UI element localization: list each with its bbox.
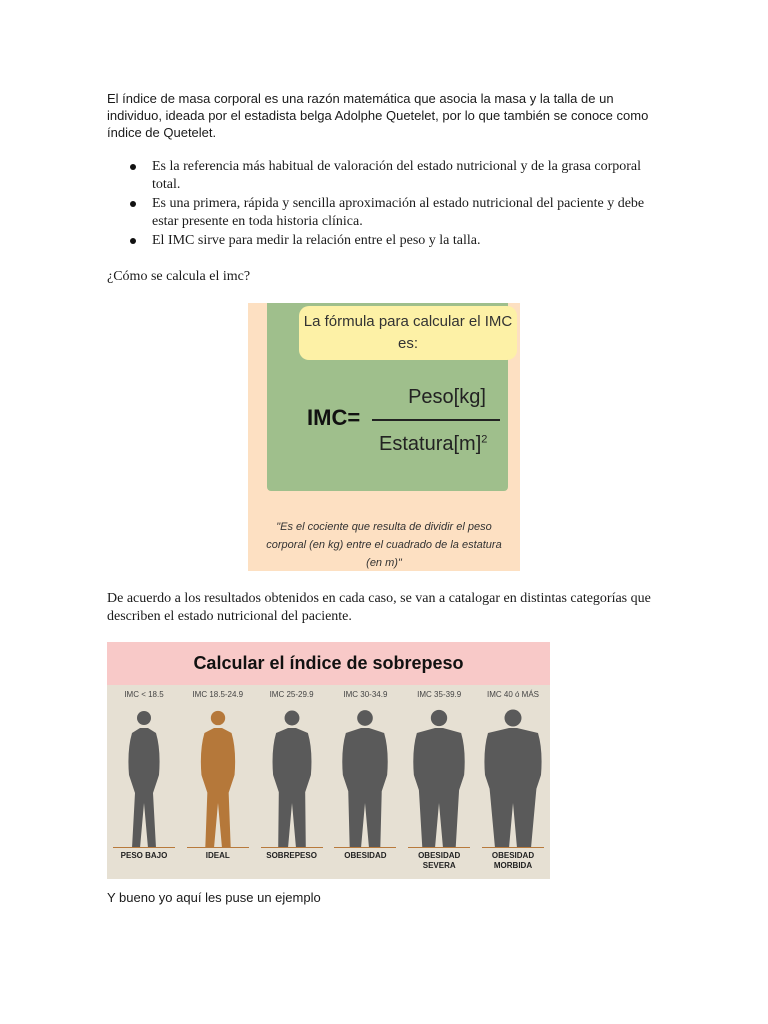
bmi-category-label: IDEAL — [205, 851, 230, 860]
bullet-list — [107, 158, 667, 251]
closing-paragraph: Y bueno yo aquí les puse un ejemplo — [107, 890, 321, 905]
bmi-range-label: IMC 35-39.9 — [417, 690, 462, 699]
bmi-category — [402, 685, 476, 879]
denominator-text: Estatura[m] — [379, 433, 482, 455]
bmi-range-label: IMC 25-29.9 — [269, 690, 314, 699]
exponent: 2 — [481, 433, 488, 446]
category-divider — [261, 847, 323, 848]
bmi-formula-image — [248, 303, 520, 571]
category-divider — [187, 847, 249, 848]
bmi-category — [255, 685, 329, 879]
category-divider — [113, 847, 175, 848]
question-heading: ¿Cómo se calcula el imc? — [107, 269, 251, 284]
bmi-range-label: IMC < 18.5 — [124, 690, 164, 699]
bmi-category — [476, 685, 550, 879]
body-silhouette-icon — [255, 705, 329, 855]
body-silhouette-icon — [476, 705, 550, 855]
formula-lhs: IMC= — [307, 405, 361, 430]
bmi-range-label: IMC 30-34.9 — [343, 690, 388, 699]
category-divider — [482, 847, 544, 848]
bmi-categories-image — [107, 642, 550, 879]
bmi-category — [328, 685, 402, 879]
intro-paragraph: El índice de masa corporal es una razón matemática que asocia la masa y la talla de un individuo, ideada por el estadista belga Adolphe Quetelet, por lo que también se conoce como índice de Quetelet. — [107, 91, 649, 140]
description-paragraph: De acuerdo a los resultados obtenidos en cada caso, se van a catalogar en distintas categorías que describen el estado nutricional del paciente. — [107, 591, 651, 624]
bullet-item: El IMC sirve para medir la relación entre el peso y la talla. — [107, 232, 667, 250]
category-divider — [334, 847, 396, 848]
bmi-category-label: OBESIDAD SEVERA — [418, 851, 461, 870]
body-silhouette-icon — [181, 705, 255, 855]
bmi-category-label: OBESIDAD MORBIDA — [491, 851, 535, 870]
body-silhouette-icon — [107, 705, 181, 855]
body-silhouette-icon — [402, 705, 476, 855]
category-divider — [408, 847, 470, 848]
body-silhouette-icon — [328, 705, 402, 855]
bmi-range-label: IMC 40 ó MÁS — [486, 690, 539, 699]
formula-denominator — [379, 433, 487, 456]
bullet-item: Es una primera, rápida y sencilla aproximación al estado nutricional del paciente y debe estar presente en toda historia clínica. — [107, 195, 667, 231]
formula-quote: "Es el cociente que resulta de dividir el peso corporal (en kg) entre el cuadrado de la estatura (en m)" — [266, 521, 502, 569]
formula-panel — [267, 303, 513, 491]
formula-heading: La fórmula para calcular el IMC es: — [299, 306, 517, 360]
bullet-item: Es la referencia más habitual de valoración del estado nutricional y de la grasa corporal total. — [107, 158, 667, 194]
fraction-bar — [372, 419, 500, 421]
bmi-category-label: SOBREPESO — [266, 851, 317, 860]
bmi-category — [181, 685, 255, 879]
bmi-category-label: OBESIDAD — [344, 851, 387, 860]
formula-numerator: Peso[kg] — [408, 386, 486, 408]
bmi-range-label: IMC 18.5-24.9 — [192, 690, 244, 699]
bmi-category — [107, 685, 181, 879]
bmi-image-title: Calcular el índice de sobrepeso — [107, 642, 550, 685]
bmi-category-label: PESO BAJO — [120, 851, 168, 860]
